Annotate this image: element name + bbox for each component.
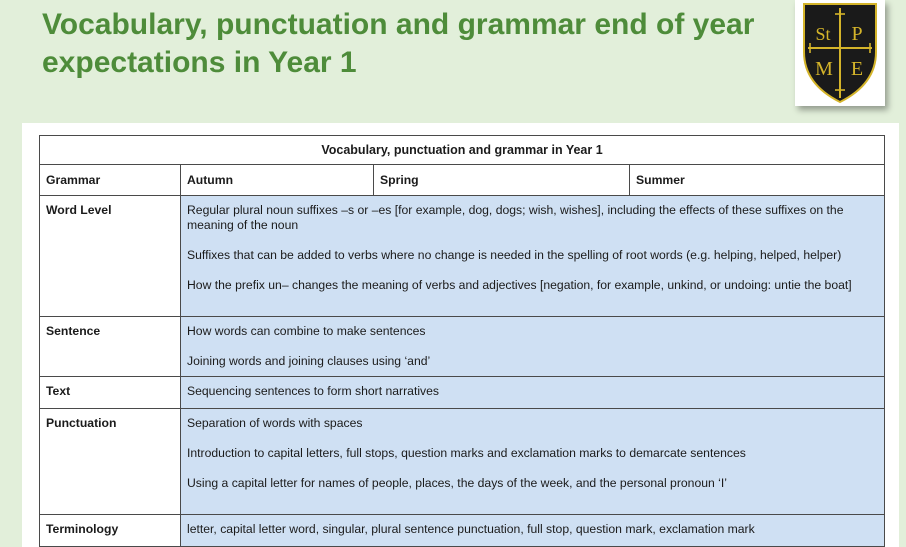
row-content-sentence (181, 317, 885, 377)
table-row-text (40, 377, 885, 409)
table-caption: Vocabulary, punctuation and grammar in Year 1 (40, 136, 885, 165)
row-content-text (181, 377, 885, 409)
curriculum-table (39, 135, 885, 547)
sentence-item: How words can combine to make sentences (187, 324, 426, 338)
table-row-sentence (40, 317, 885, 377)
text-item: Sequencing sentences to form short narratives (187, 384, 440, 398)
terminology-item: letter, capital letter word, singular, plural sentence punctuation, full stop, question mark, exclamation mark (187, 522, 755, 536)
table-row-word-level (40, 196, 885, 317)
crest-letter-e: E (850, 58, 864, 80)
row-label-terminology: Terminology (40, 515, 181, 547)
punctuation-item: Introduction to capital letters, full stops, question marks and exclamation marks to demarcate sentences (187, 446, 746, 460)
row-content-word-level (181, 196, 885, 317)
header-summer: Summer (630, 165, 885, 196)
punctuation-item: Separation of words with spaces (187, 416, 363, 430)
word-level-item: How the prefix un– changes the meaning of verbs and adjectives [negation, for example, unkind, or undoing: untie the boat] (187, 278, 852, 292)
sentence-item: Joining words and joining clauses using ‘and’ (187, 354, 431, 368)
header-spring: Spring (374, 165, 630, 196)
header-autumn: Autumn (181, 165, 374, 196)
crest-letter-m: M (815, 58, 833, 80)
punctuation-item: Using a capital letter for names of people, places, the days of the week, and the personal pronoun ‘I’ (187, 476, 727, 490)
table-row-terminology (40, 515, 885, 547)
row-label-sentence: Sentence (40, 317, 181, 377)
page-title-line-1: Vocabulary, punctuation and grammar end of year (42, 8, 755, 41)
table-header-row (40, 165, 885, 196)
crest-letter-st: St (815, 24, 831, 44)
school-crest-logo (795, 0, 885, 106)
row-content-punctuation (181, 409, 885, 515)
page-title (42, 6, 782, 82)
table-row-punctuation (40, 409, 885, 515)
header-grammar: Grammar (40, 165, 181, 196)
page-title-line-2: expectations in Year 1 (42, 46, 357, 79)
row-label-punctuation: Punctuation (40, 409, 181, 515)
row-label-word-level: Word Level (40, 196, 181, 317)
word-level-item: Suffixes that can be added to verbs where no change is needed in the spelling of root words (e.g. helping, helped, helper) (187, 248, 842, 262)
crest-letter-p: P (851, 23, 863, 45)
document-sheet (22, 123, 899, 547)
row-label-text: Text (40, 377, 181, 409)
word-level-item: Regular plural noun suffixes –s or –es [for example, dog, dogs; wish, wishes], including the effects of these suffixes on the meaning of the noun (187, 203, 844, 232)
row-content-terminology (181, 515, 885, 547)
